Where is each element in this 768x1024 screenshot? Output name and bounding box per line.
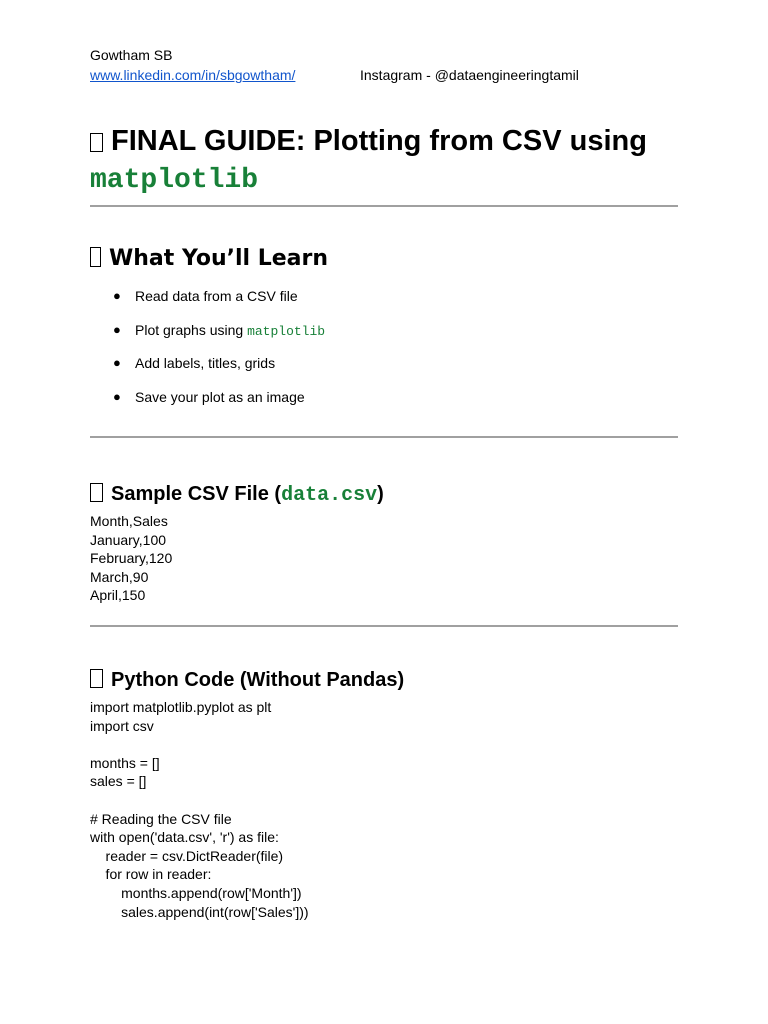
list-item-text: Save your plot as an image (135, 388, 305, 405)
list-item-text: Read data from a CSV file (135, 288, 298, 304)
list-item (90, 386, 678, 420)
page-title (90, 123, 678, 199)
list-item-text: Plot graphs using (135, 321, 248, 338)
code-line: for row in reader: (90, 866, 212, 883)
code-line (90, 791, 309, 810)
header-links (90, 66, 678, 84)
csv-line: March,90 (90, 568, 149, 585)
csv-heading-suffix: ) (377, 483, 384, 505)
list-item-text: Add labels, titles, grids (135, 355, 276, 371)
code-line: with open('data.csv', 'r') as file: (90, 829, 279, 846)
unknown-glyph-icon (90, 669, 103, 688)
code-line: sales = [] (90, 773, 147, 790)
code-heading (90, 667, 404, 693)
unknown-glyph-icon (90, 133, 103, 152)
instagram-handle: Instagram - @dataengineeringtamil (360, 67, 579, 83)
unknown-glyph-icon (90, 247, 101, 267)
code-line: import matplotlib.pyplot as plt (90, 699, 272, 715)
list-item (90, 285, 678, 319)
csv-heading (90, 481, 384, 509)
python-code-block (90, 698, 309, 921)
list-item-code: matplotlib (247, 323, 326, 339)
csv-line: January,100 (90, 531, 167, 548)
code-line: reader = csv.DictReader(file) (90, 847, 284, 864)
title-text: FINAL GUIDE: Plotting from CSV using (111, 125, 647, 157)
code-line (90, 735, 309, 754)
title-code: matplotlib (90, 165, 259, 196)
csv-heading-code: data.csv (281, 484, 378, 507)
csv-sample-block (90, 512, 172, 605)
code-line: import csv (90, 717, 154, 734)
bullet-icon: ● (113, 355, 121, 370)
learn-heading-text: What You’ll Learn (109, 246, 329, 271)
divider (90, 436, 678, 438)
list-item (90, 352, 678, 386)
learn-list (90, 285, 678, 419)
code-line: months = [] (90, 754, 160, 771)
author-name: Gowtham SB (90, 47, 173, 63)
linkedin-link[interactable]: www.linkedin.com/in/sbgowtham/ (90, 67, 296, 83)
bullet-icon: ● (113, 388, 121, 404)
code-line: months.append(row['Month']) (90, 884, 302, 901)
bullet-icon: ● (113, 321, 121, 337)
csv-line: February,120 (90, 550, 173, 567)
unknown-glyph-icon (90, 483, 103, 502)
bullet-icon: ● (113, 288, 121, 303)
learn-heading (90, 245, 328, 273)
divider (90, 625, 678, 627)
code-line: sales.append(int(row['Sales'])) (90, 903, 309, 920)
list-item (90, 319, 678, 353)
divider (90, 205, 678, 207)
csv-line: April,150 (90, 587, 146, 604)
code-heading-text: Python Code (Without Pandas) (111, 669, 405, 691)
code-line: # Reading the CSV file (90, 810, 232, 827)
csv-heading-text: Sample CSV File ( (111, 483, 282, 505)
csv-line: Month,Sales (90, 513, 168, 529)
